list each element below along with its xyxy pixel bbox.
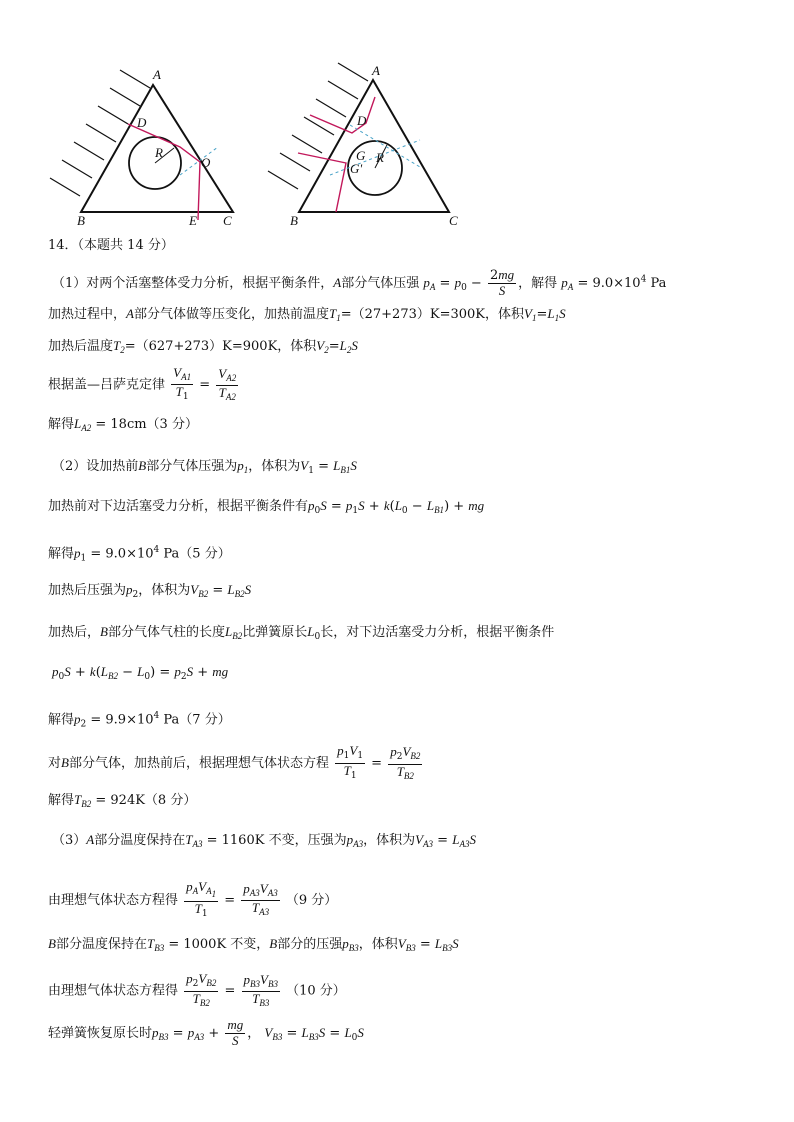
- solution-line-14: 解得$T_{B2} = 924K(8$ 分）: [48, 792, 197, 809]
- label-R: R: [155, 145, 163, 160]
- label-D: D: [357, 113, 367, 128]
- label-G: G: [356, 148, 366, 163]
- solution-line-1: （1）对两个活塞整体受力分析，根据平衡条件，A部分气体压强 $p_A = p_0$ − $\frac{2mg}{S}$ ，解得 $p_A = 9.0\times 10^4$ Pa: [52, 267, 667, 298]
- solution-line-10: 加热后，B部分气体气柱的长度$L_{B2}$比弹簧原长$L_0$长，对下边活塞受力分析，根据平衡条件: [48, 624, 555, 642]
- solution-line-11: $p_0S + k(L_{B2} - L_0) = p_2S$ + mg: [52, 664, 229, 682]
- solution-line-7: 加热前对下边活塞受力分析，根据平衡条件有$p_0S = p_1S + k(L_0 - L_{B1})$ + mg: [48, 498, 485, 516]
- solution-line-15: （3）A部分温度保持在$T_{A3} = 1160K$ 不变，压强为$p_{A3}$，体积为$V_{A3} = L_{A3}S$: [52, 832, 476, 849]
- solution-line-16: 由理想气体状态方程得 $\frac{p_AV_{A_1}}{T_1}$ = $\frac{p_{A3}V_{A3}}{T_{A3}}$ （9 分）: [48, 879, 338, 919]
- figure-left-prism: [50, 67, 233, 228]
- solution-line-4: 根据盖—吕萨克定律 $\frac{V_{A1}}{T_1}$ = $\frac{V_{A2}}{T_{A2}}$: [48, 365, 237, 402]
- solution-line-9: 加热后压强为$p_2$，体积为$V_{B2} = L_{B2}S$: [48, 582, 252, 600]
- solution-line-8: 解得$p_1 = 9.0\times 10^4$ Pa（5 分）: [48, 545, 231, 564]
- label-B: B: [77, 213, 85, 228]
- label-C: C: [223, 213, 232, 228]
- label-C: C: [449, 213, 458, 228]
- optics-figures: [40, 55, 500, 235]
- label-R: R: [376, 150, 384, 165]
- label-E: E: [189, 213, 197, 228]
- label-D: D: [137, 115, 147, 130]
- solution-line-17: B部分温度保持在$T_{B3} = 1000K$ 不变，B部分的压强$p_{B3}$，体积$V_{B3} = L_{B3}S$: [48, 936, 459, 953]
- solution-line-12: 解得$p_2 = 9.9\times 10^4$ Pa（7 分）: [48, 711, 231, 730]
- label-B: B: [290, 213, 298, 228]
- solution-line-5: 解得$L_{A2} = 18cm(3$ 分）: [48, 416, 198, 433]
- label-O: O: [201, 155, 211, 170]
- solution-line-19: 轻弹簧恢复原长时$p_{B3} = p_{A3}$ + $\frac{mg}{S}$ ， $V_{B3} = L_{B3}S = L_0S$: [48, 1017, 364, 1048]
- solution-line-13: 对B部分气体，加热前后，根据理想气体状态方程 $\frac{p_1V_1}{T_1}$ = $\frac{p_2V_{B2}}{T_{B2}}$: [48, 743, 421, 781]
- figure-right-prism: [268, 63, 458, 228]
- question-heading: 14．（本题共 14 分）: [48, 238, 174, 253]
- label-G-prime: G': [350, 161, 363, 176]
- label-A: A: [372, 63, 380, 78]
- solution-line-18: 由理想气体状态方程得 $\frac{p_2V_{B2}}{T_{B2}}$ = $\frac{p_{B3}V_{B3}}{T_{B3}}$ （10 分）: [48, 971, 346, 1008]
- solution-line-6: （2）设加热前B部分气体压强为$p_1$，体积为$V_1 = L_{B1}S$: [52, 458, 357, 476]
- fraction: $\frac{2mg}{S}$: [489, 267, 515, 298]
- solution-line-3: 加热后温度$T_2=(627+273)K=900K$，体积$V_2=L_2S$: [48, 338, 358, 355]
- solution-line-2: 加热过程中，A部分气体做等压变化，加热前温度$T_1=(27+273)K=300K$，体积$V_1=L_1S$: [48, 306, 566, 323]
- label-A: A: [153, 67, 161, 82]
